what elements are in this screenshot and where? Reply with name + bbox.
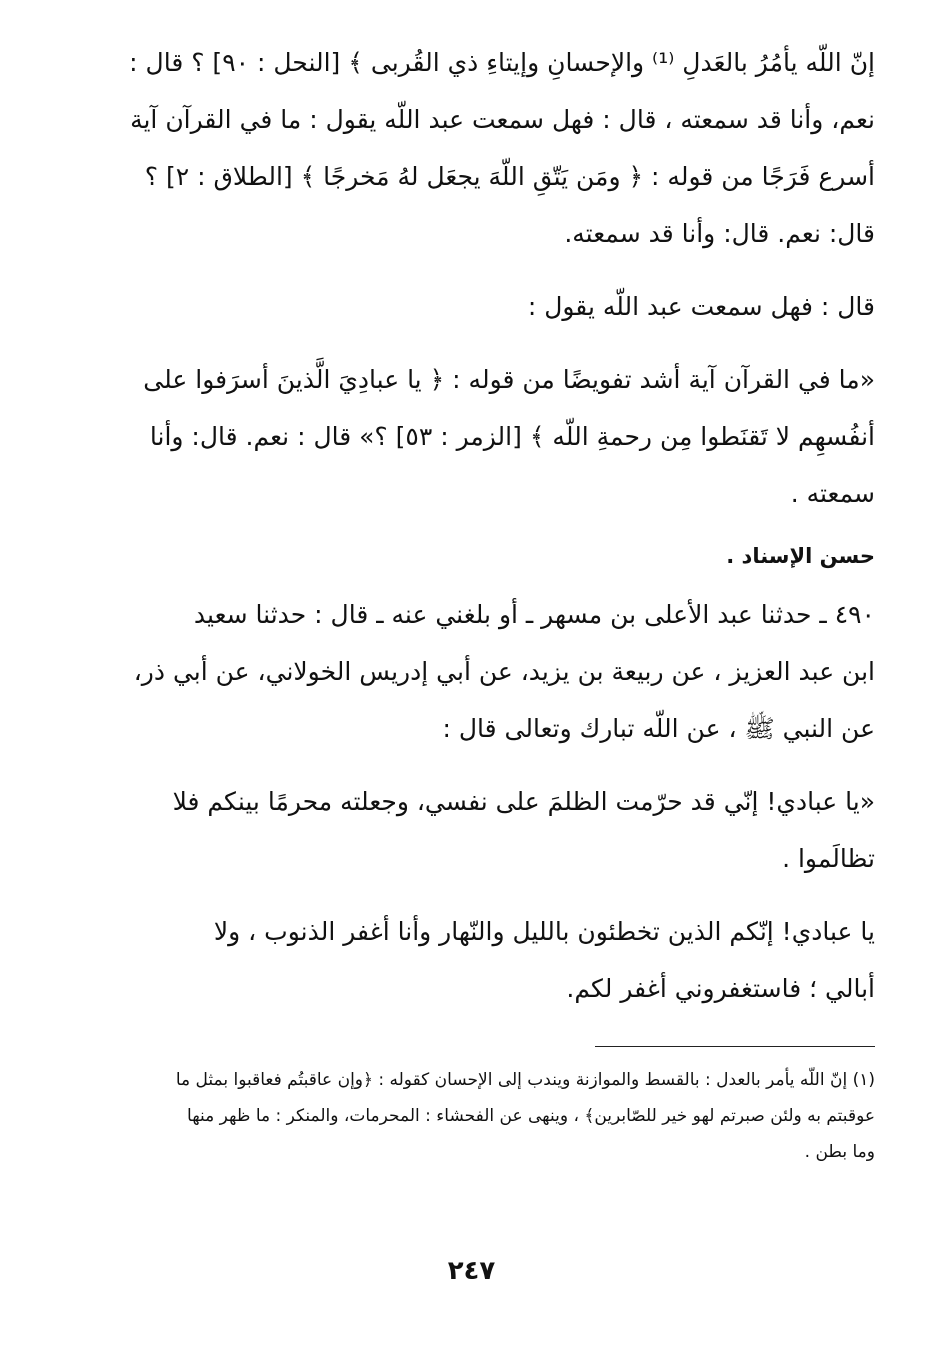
- footnote-line: عوقبتم به ولئن صبرتم لهو خير للصّابرين﴾ ، وينهى عن الفحشاء : المحرمات، والمنكر : ما ظهر منها: [187, 1106, 875, 1126]
- paragraph-1: [100, 34, 875, 262]
- text-line: ٤٩٠ ـ حدثنا عبد الأعلى بن مسهر ـ أو بلغني عنه ـ قال : حدثنا سعيد: [193, 600, 875, 629]
- paragraph-3: [100, 351, 875, 522]
- text-line: أسرع فَرَجًا من قوله : ﴿ ومَن يَتّقِ اللّهَ يجعَل لهُ مَخرجًا ﴾ [الطلاق : ٢] ؟: [144, 162, 875, 191]
- text-line: تظالَموا .: [782, 844, 875, 873]
- text-line: عن النبي ﷺ ، عن اللّه تبارك وتعالى قال :: [442, 714, 875, 743]
- text-line: نعم، وأنا قد سمعته ، قال : فهل سمعت عبد اللّه يقول : ما في القرآن آية: [130, 105, 875, 134]
- footnote-line: وما بطن .: [804, 1142, 875, 1162]
- text-line: «ما في القرآن آية أشد تفويضًا من قوله : ﴿ يا عبادِيَ الَّذينَ أسرَفوا على: [143, 365, 875, 394]
- text-line: قال : فهل سمعت عبد اللّه يقول :: [527, 292, 875, 321]
- text-line: «يا عبادي! إنّي قد حرّمت الظلمَ على نفسي، وجعلته محرمًا بينكم فلا: [172, 787, 875, 816]
- text-line: أنفُسهِم لا تَقنَطوا مِن رحمةِ اللّه ﴾ [الزمر : ٥٣] ؟» قال : نعم. قال: وأنا: [149, 422, 875, 451]
- paragraph-2: [100, 278, 875, 335]
- text-line: أبالي ؛ فاستغفروني أغفر لكم.: [566, 974, 875, 1003]
- quote-2: [100, 903, 875, 1017]
- page-body: [100, 34, 875, 1017]
- quote-1: [100, 773, 875, 887]
- text-line: قال: نعم. قال: وأنا قد سمعته.: [564, 219, 875, 248]
- hadith-490: [100, 586, 875, 757]
- text-line: يا عبادي! إنّكم الذين تخطئون بالليل والنّهار وأنا أغفر الذنوب ، ولا: [213, 917, 875, 946]
- text-line: سمعته .: [790, 479, 875, 508]
- footnote-divider: [595, 1046, 875, 1047]
- footnote-line: (١) إنّ اللّه يأمر بالعدل : بالقسط والموازنة ويندب إلى الإحسان كقوله : ﴿وإن عاقبتُم فعاقبوا بمثل ما: [175, 1070, 875, 1090]
- footnote: [100, 1062, 875, 1170]
- hadith-grading: حسن الإسناد .: [726, 544, 875, 568]
- page-number: ٢٤٧: [447, 1256, 496, 1286]
- text-line: ابن عبد العزيز ، عن ربيعة بن يزيد، عن أبي إدريس الخولاني، عن أبي ذر،: [133, 657, 875, 686]
- text-line: إنّ اللّه يأمُرُ بالعَدلِ ⁽¹⁾ والإحسانِ وإيتاءِ ذي القُربى ﴾ [النحل : ٩٠] ؟ قال :: [129, 48, 875, 77]
